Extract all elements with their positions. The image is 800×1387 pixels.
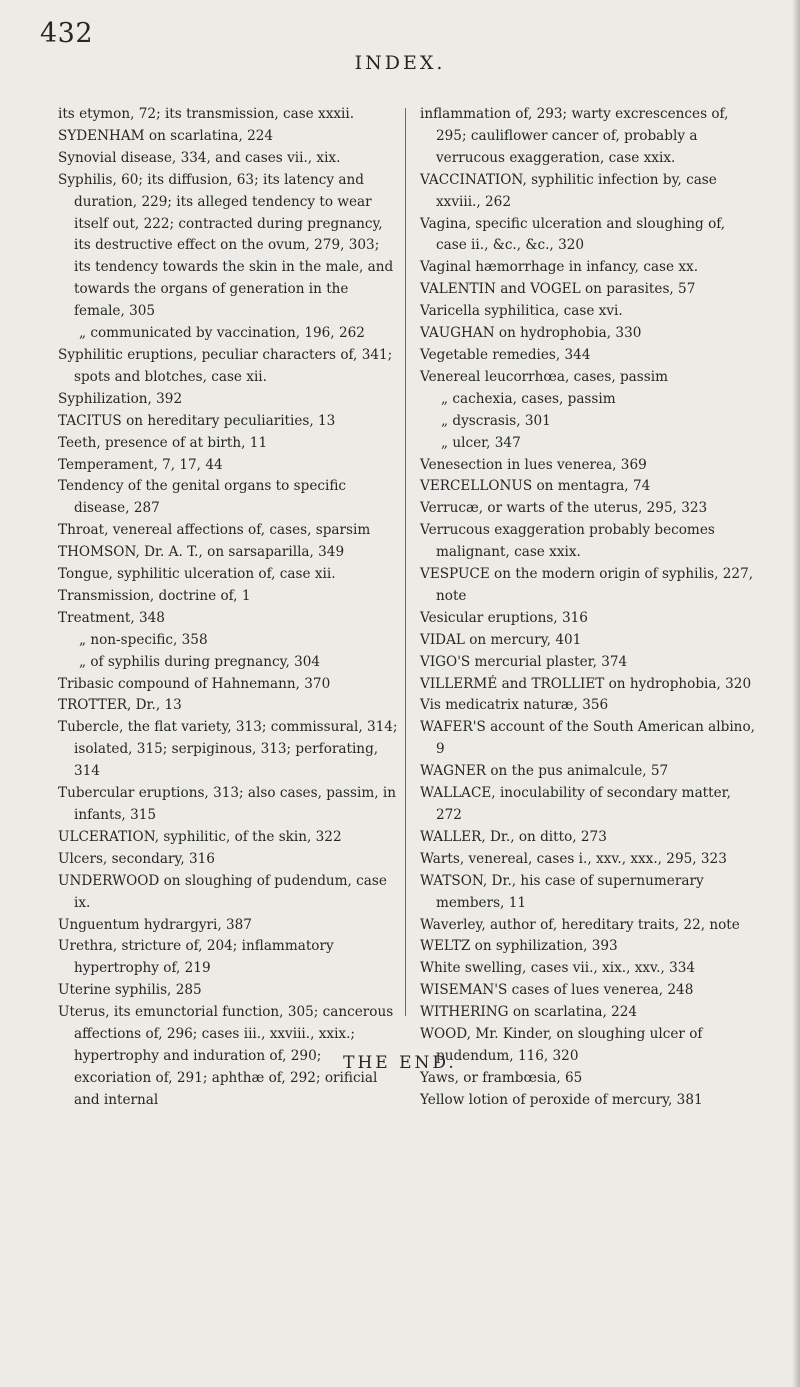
index-entry: Verrucæ, or warts of the uterus, 295, 323 — [420, 500, 708, 517]
index-entry: Vagina, specific ulceration and sloughing of, case ii., &c., &c., 320 — [420, 215, 726, 254]
index-entry: WATSON, Dr., his case of supernumerary members, 11 — [420, 872, 704, 911]
index-subentry: „ of syphilis during pregnancy, 304 — [79, 653, 321, 670]
index-entry: VIDAL on mercury, 401 — [420, 631, 582, 648]
index-entry: Tongue, syphilitic ulceration of, case xii. — [58, 566, 336, 583]
index-entry: TROTTER, Dr., 13 — [58, 697, 182, 714]
index-entry: Uterine syphilis, 285 — [58, 982, 202, 999]
index-entry: WISEMAN'S cases of lues venerea, 248 — [420, 982, 694, 999]
index-column-left — [58, 104, 398, 1112]
index-entry: VILLERMÉ and TROLLIET on hydrophobia, 320 — [420, 675, 752, 692]
index-entry: Verrucous exaggeration probably becomes malignant, case xxix. — [420, 522, 715, 561]
index-entry: Yellow lotion of peroxide of mercury, 381 — [420, 1091, 703, 1108]
index-subentry: „ cachexia, cases, passim — [441, 390, 616, 407]
index-entry: Ulcers, secondary, 316 — [58, 850, 215, 867]
index-entry: Tribasic compound of Hahnemann, 370 — [58, 675, 331, 692]
index-entry: WALLACE, inoculability of secondary matter, 272 — [420, 785, 731, 823]
page-edge-shadow — [792, 0, 800, 1387]
index-entry: VACCINATION, syphilitic infection by, case xxviii., 262 — [420, 171, 717, 210]
index-entry: inflammation of, 293; warty excrescences of, 295; cauliflower cancer of, probably a verrucous exaggeration, case xxix. — [420, 106, 729, 166]
index-subentry: „ ulcer, 347 — [441, 434, 521, 451]
index-subentry: „ non-specific, 358 — [79, 631, 208, 648]
index-entry: Warts, venereal, cases i., xxv., xxx., 295, 323 — [420, 850, 727, 867]
index-entry: Transmission, doctrine of, 1 — [58, 587, 251, 604]
index-entry: White swelling, cases vii., xix., xxv., 334 — [420, 960, 696, 977]
index-entry: Throat, venereal affections of, cases, sparsim — [58, 522, 371, 539]
index-entry: Yaws, or frambœsia, 65 — [420, 1069, 583, 1086]
index-entry: Tubercle, the flat variety, 313; commissural, 314; isolated, 315; serpiginous, 313; perforating, 314 — [58, 719, 398, 780]
index-entry: WALLER, Dr., on ditto, 273 — [420, 828, 607, 845]
index-entry: WELTZ on syphilization, 393 — [420, 938, 618, 955]
index-entry: Synovial disease, 334, and cases vii., xix. — [58, 149, 341, 166]
index-entry: Vesicular eruptions, 316 — [420, 609, 588, 626]
index-entry: Syphilitic eruptions, peculiar characters of, 341; spots and blotches, case xii. — [58, 346, 393, 385]
column-divider — [405, 108, 406, 1016]
index-entry: ULCERATION, syphilitic, of the skin, 322 — [58, 828, 342, 845]
index-entry: Tubercular eruptions, 313; also cases, passim, in infants, 315 — [58, 785, 396, 823]
index-entry: Urethra, stricture of, 204; inflammatory hypertrophy of, 219 — [58, 938, 334, 977]
index-entry: VALENTIN and VOGEL on parasites, 57 — [420, 281, 696, 298]
index-entry: VAUGHAN on hydrophobia, 330 — [420, 325, 642, 342]
index-entry: its etymon, 72; its transmission, case xxxii. — [58, 106, 355, 122]
index-entry: Waverley, author of, hereditary traits, 22, note — [420, 916, 740, 933]
index-entry: UNDERWOOD on sloughing of pudendum, case ix. — [58, 872, 387, 911]
index-entry: Treatment, 348 — [58, 609, 165, 626]
index-entry: Venereal leucorrhœa, cases, passim — [420, 368, 668, 385]
index-entry: Syphilization, 392 — [58, 390, 183, 407]
index-entry: WAGNER on the pus animalcule, 57 — [420, 763, 669, 780]
index-entry: WOOD, Mr. Kinder, on sloughing ulcer of pudendum, 116, 320 — [420, 1026, 703, 1064]
the-end-line: THE END. — [343, 1053, 457, 1073]
index-entry: Temperament, 7, 17, 44 — [58, 456, 223, 473]
index-entry: Teeth, presence of at birth, 11 — [58, 434, 268, 451]
index-entry: Vaginal hæmorrhage in infancy, case xx. — [420, 259, 699, 276]
index-entry: Vegetable remedies, 344 — [420, 346, 591, 363]
index-column-right — [420, 104, 760, 1112]
index-subentry: „ dyscrasis, 301 — [441, 412, 551, 429]
index-entry: Varicella syphilitica, case xvi. — [420, 303, 623, 320]
index-entry: VIGO'S mercurial plaster, 374 — [420, 653, 628, 670]
index-entry: Vis medicatrix naturæ, 356 — [420, 697, 609, 714]
index-entry: Tendency of the genital organs to specific disease, 287 — [58, 478, 347, 517]
index-entry: VESPUCE on the modern origin of syphilis, 227, note — [420, 566, 754, 604]
running-head: INDEX. — [354, 52, 446, 74]
index-entry: Venesection in lues venerea, 369 — [420, 456, 647, 473]
index-subentry: „ communicated by vaccination, 196, 262 — [79, 325, 365, 342]
index-entry: Uterus, its emunctorial function, 305; cancerous affections of, 296; cases iii., xxviii., xxix.; hypertrophy and induration of, 290; excoriation of, 291; aphthæ of, 292; orificial and internal — [58, 1004, 394, 1108]
index-entry: WITHERING on scarlatina, 224 — [420, 1004, 638, 1021]
index-entry: VERCELLONUS on mentagra, 74 — [420, 478, 651, 495]
index-entry: TACITUS on hereditary peculiarities, 13 — [58, 412, 336, 429]
index-entry: THOMSON, Dr. A. T., on sarsaparilla, 349 — [58, 544, 345, 561]
index-entry: Unguentum hydrargyri, 387 — [58, 916, 252, 933]
page-number: 432 — [40, 18, 94, 49]
index-entry: SYDENHAM on scarlatina, 224 — [58, 127, 274, 144]
index-entry: WAFER'S account of the South American albino, 9 — [420, 719, 755, 758]
index-entry: Syphilis, 60; its diffusion, 63; its latency and duration, 229; its alleged tendency to wear itself out, 222; contracted during pregnancy, its destructive effect on the ovum, 279, 303; its tendency towards the skin in the male, and towards the organs of generation in the female, 305 — [58, 171, 394, 320]
